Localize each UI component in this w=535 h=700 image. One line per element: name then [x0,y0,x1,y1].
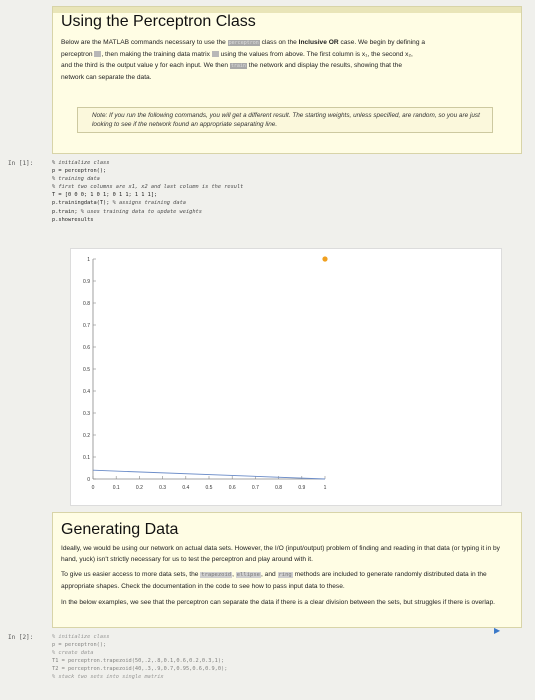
intro-paragraph: Below are the MATLAB commands necessary to use the perceptron class on the Inclusive OR case. We begin by defining a perceptron , then making the training data matrix using the values from above. The first column is x₁, the second x₂, and the third is the output value y for each input. We then train the network and display the results, showing that the network can separate the data. [61,39,425,81]
code-comment: % initialize class [52,634,110,640]
x-tick-label: 0.6 [228,485,236,491]
code-comment: % initialize class [52,160,110,166]
markdown-cell-generating-data[interactable] [52,512,522,628]
section-title-2: Generating Data [61,521,179,538]
y-tick-label: 0.7 [83,323,90,329]
markdown-cell-intro[interactable] [52,6,522,154]
code-line [52,216,243,224]
code-line [52,175,243,183]
y-tick-label: 0.1 [83,455,90,461]
inline-code-T-icon [212,51,219,57]
data-point [322,256,327,261]
x-tick-label: 1 [323,485,327,491]
y-tick-label: 0.3 [83,411,90,417]
x-tick-label: 0.3 [159,485,167,491]
x-tick-label: 0.5 [205,485,213,491]
code-keyword-ellipse: ellipse [236,572,260,578]
code-keyword-perceptron: perceptron [228,40,259,46]
code-line [52,167,243,175]
code-comment: % create data [52,650,94,657]
gen-paragraph-1: Ideally, we would be using our network on actual data sets. However, the I/O (input/output) problem of finding and reading in that data (or typing it in by hand, yuck) isn't strictly necessary for us to test the perceptron and play around with it. [61,545,500,563]
code-comment: % stack two sets into single matrix [52,674,164,681]
y-tick-label: 0.5 [83,367,90,373]
chart-svg [71,249,501,505]
y-tick-label: 0.4 [83,389,90,395]
x-tick-label: 0.7 [251,485,259,491]
code-comment: % uses training data to update weights [80,208,202,215]
run-cell-icon[interactable]: ▶ [494,626,501,635]
code-text: p = perceptron(); [52,642,107,649]
code-line [52,159,243,167]
code-cell-2[interactable] [52,633,227,682]
cell-prompt-1: In [1]: [8,160,34,167]
x-tick-label: 0.2 [135,485,143,491]
code-line [52,673,227,681]
y-tick-label: 0.8 [83,301,90,307]
gen-paragraph-3: In the below examples, we see that the perceptron can separate the data if there is a clear division between the sets, but struggles if there is overlap. [61,599,495,606]
code-line [52,649,227,657]
code-keyword-train: train [230,63,246,69]
y-tick-label: 0.6 [83,345,90,351]
cell-prompt-2: In [2]: [8,634,34,641]
code-comment: % assigns training data [112,200,186,207]
section-title: Using the Perceptron Class [61,13,256,30]
code-line [52,183,243,191]
code-text: T1 = perceptron.trapezoid(50,.2,.8,0.1,0.6,0.2,0.3,1); [52,658,225,665]
x-tick-label: 0.9 [298,485,306,491]
x-tick-label: 0.4 [182,485,190,491]
code-keyword-ring: ring [278,572,292,578]
code-text: p.showresults [52,216,94,223]
note-box: Note: If you run the following commands, you will get a different result. The starting weights, unless specified, are random, so you are just looking to see if the network found an appropriate separating line. [77,107,493,133]
code-keyword-trapezoid: trapezoid [201,572,232,578]
code-text: p.trainingdata(T); [52,200,113,207]
code-comment: % first two columns are x1, x2 and last column is the result [52,184,244,191]
x-tick-label: 0 [91,485,95,491]
code-line [52,199,243,207]
code-line [52,633,227,641]
y-tick-label: 1 [87,257,90,263]
code-text: T2 = perceptron.trapezoid(40,.3,.9,0.7,0.95,0.6,0.9,0); [52,666,228,673]
code-text: T = [0 0 0; 1 0 1; 0 1 1; 1 1 1]; [52,192,158,199]
output-chart [70,248,502,506]
code-line [52,665,227,673]
x-tick-label: 0.1 [112,485,120,491]
code-line [52,208,243,216]
gen-paragraph-2: To give us easier access to more data sets, the trapezoid, ellipse, and ring methods are included to generate randomly distributed data in the appropriate shapes. Check the documentation in the code to see how to pass input data to these. [61,571,487,590]
y-tick-label: 0.2 [83,433,90,439]
code-comment: % training data [52,176,100,183]
code-line [52,191,243,199]
code-line [52,657,227,665]
y-tick-label: 0.9 [83,279,90,285]
code-cell-1[interactable] [52,159,243,224]
code-line [52,641,227,649]
x-tick-label: 0.8 [275,485,283,491]
y-tick-label: 0 [87,477,90,483]
code-text: p.train; [52,208,81,215]
code-text: p = perceptron(); [52,168,107,175]
